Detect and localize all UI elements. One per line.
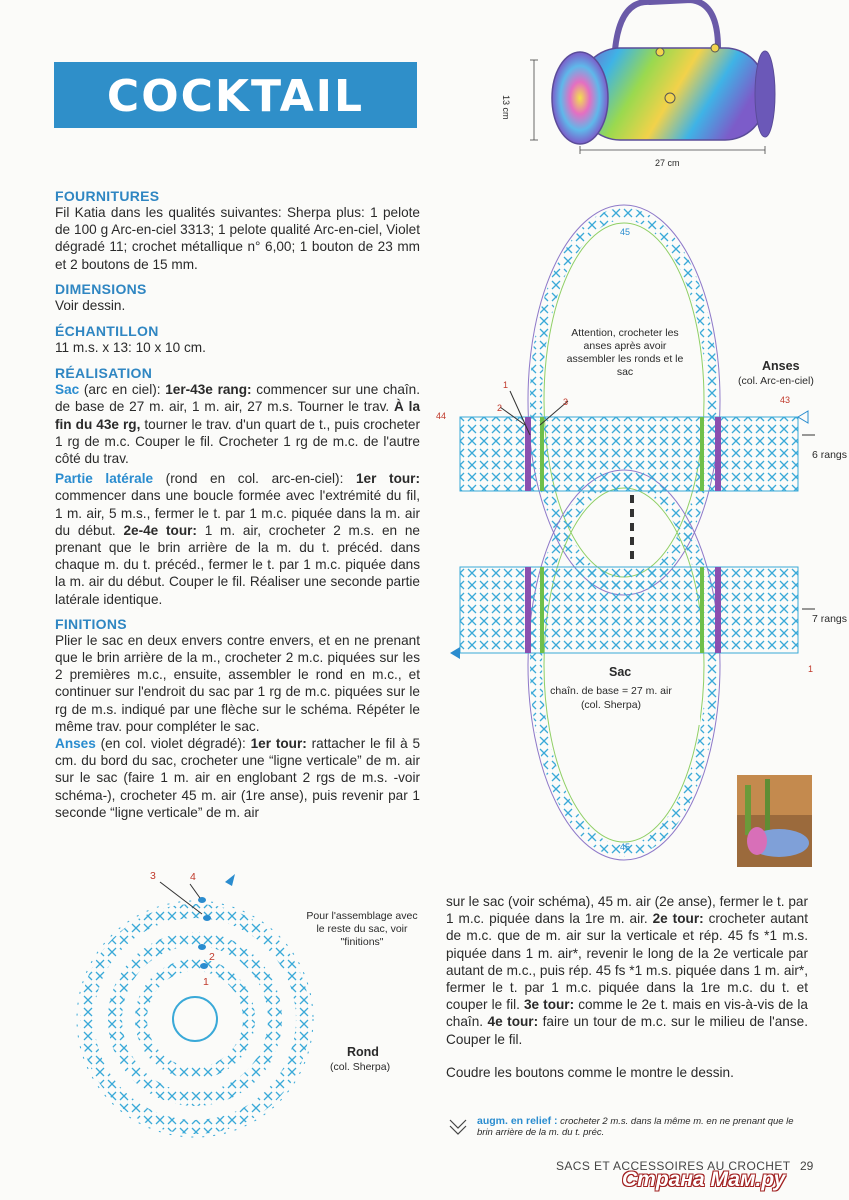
finitions-text: Plier le sac en deux envers contre envers, et en ne prenant que le brin arrière de la m., crocheter 2 m.c. piquées sur les 2 premières m.c., ensuite, assembler le rond en m.c., et continuer sur l'endroit du sac par 1 rg de m.c. piquées sur le rg de m.s. indiqué par une flèche sur le schéma. Répéter le même trav. pour compléter le sac. [55, 632, 420, 734]
bag-height: 13 cm [501, 95, 511, 120]
anses-continued [446, 893, 808, 1048]
num-45-bottom: 45 [620, 842, 631, 852]
col2-text-1: sur le sac (voir schéma), 45 m. air (2e anse), fermer le t. par 1 m.c. piquée dans la 1re m. air. [446, 894, 808, 927]
pl-text-3: 1 m. air, crocheter 2 m.s. en ne prenant que le brin arrière de la m. du t. précéd. dans chaque m. du t. précéd., fermer le t. par 1 m.c. piquée dans la m. air du début. Couper le fil. Réaliser une seconde partie latérale identique. [55, 522, 420, 607]
num-1: 1 [503, 380, 509, 390]
sac-diagram-label: Sac [609, 665, 632, 679]
round-stitch-diagram [70, 862, 320, 1152]
pl-label: Partie latérale [55, 471, 154, 487]
buttons-instruction: Coudre les boutons comme le montre le dessin. [446, 1064, 734, 1080]
col2-text-4: faire un tour de m.c. sur le milieu de l'anse. Couper le fil. [446, 1014, 808, 1047]
rond-note: Pour l'assemblage avec le reste du sac, voir "finitions" [306, 910, 418, 948]
rond-sub: (col. Sherpa) [330, 1061, 391, 1073]
rangs-6: 6 rangs [812, 449, 848, 461]
anses-bold-2: 1er tour: [250, 736, 307, 752]
sac-bold-3: À la fin du 43e rg, [55, 399, 421, 432]
bag-width: 27 cm [655, 158, 680, 168]
relief-increase-icon [448, 1116, 470, 1138]
sac-text-3: tourner le trav. d'un quart de t., puis crocheter 1 rg de m.c. Couper le fil. Crocheter 1 rg de m.c. de l'autre côté du trav. [55, 416, 420, 467]
pl-text-2: commencer dans une boucle formée avec l'extrémité du fil, 1 m. air, 5 m.s., fermer le t. par 1 m.c. piquée dans la m. air du début. [55, 488, 420, 538]
anses-diagram-sub: (col. Arc-en-ciel) [738, 375, 814, 387]
legend-label: augm. en relief : [477, 1115, 558, 1127]
rond-num-2: 2 [209, 951, 215, 963]
num-44: 44 [436, 411, 447, 421]
col2-bold-1: 2e tour: [652, 911, 704, 927]
anses-text-1: (en col. violet dégradé): [95, 736, 251, 752]
anses-diagram-label: Anses [762, 359, 800, 373]
anses-label: Anses [55, 736, 96, 752]
text-column-left [55, 188, 420, 821]
bag-illustration [520, 0, 800, 175]
rond-label: Rond [347, 1045, 379, 1059]
col2-bold-2: 3e tour: [523, 997, 575, 1013]
anses-text-2: rattacher le fil à 5 cm. du bord du sac, crocheter une “ligne verticale” de m. air sur le sac (faire 1 m. air en englobant 2 rgs de m.s. -voir schéma-), crocheter 45 m. air (1re anse), puis revenir par 1 seconde “ligne verticale” de m. air [55, 736, 421, 820]
num-45-top: 45 [620, 227, 631, 237]
page-title: COCKTAIL [106, 71, 365, 122]
watermark-suffix: .ру [755, 1168, 786, 1191]
anses-paragraph [55, 735, 420, 821]
dimensions-text: Voir dessin. [55, 297, 126, 313]
watermark-text: Страна Мам [622, 1168, 756, 1191]
heading-finitions: FINITIONS [55, 615, 127, 632]
sac-diagram-sub2: (col. Sherpa) [580, 699, 642, 711]
rond-num-4: 4 [190, 871, 196, 883]
sac-label: Sac [55, 382, 80, 398]
bag-photo [737, 775, 812, 867]
watermark [622, 1168, 785, 1192]
partie-laterale-paragraph [55, 470, 420, 608]
num-2: 2 [497, 403, 503, 413]
fournitures-text: Fil Katia dans les qualités suivantes: Sherpa plus: 1 pelote de 100 g Arc-en-ciel 3313; 1 pelote qualité Arc-en-ciel, Violet dégradé 11; crochet métallique n° 6,00; 1 bouton de 23 mm et 2 boutons de 15 mm. [55, 205, 420, 272]
title-banner [54, 62, 417, 128]
num-3: 3 [563, 397, 569, 407]
heading-fournitures: FOURNITURES [55, 188, 160, 204]
heading-realisation: RÉALISATION [55, 365, 153, 382]
rond-num-1: 1 [203, 976, 209, 988]
legend [477, 1116, 807, 1138]
bag-stitch-diagram [430, 195, 849, 875]
col2-text-3: comme le 2e t. mais en vis-à-vis de la chaîn. [446, 997, 808, 1030]
heading-echantillon: ÉCHANTILLON [55, 323, 159, 340]
echantillon-text: 11 m.s. x 13: 10 x 10 cm. [55, 340, 206, 356]
rangs-7: 7 rangs [812, 613, 848, 625]
sac-diagram-sub1: chaîn. de base = 27 m. air [550, 685, 672, 697]
attention-note: Attention, crocheter les anses après avoir assembler les ronds et le sac [566, 327, 684, 378]
sac-bold-2: 1er-43e rang: [165, 382, 252, 398]
text-column-right [446, 893, 808, 1081]
num-43: 43 [780, 395, 791, 405]
pl-bold-3: 2e-4e tour: [123, 522, 197, 538]
col2-text-2: crocheter autant de m.c. que de m. air sur la verticale et rép. 45 fs *1 m.s. piquée dans 1 m. air*, revenir le long de la 2e verticale par autant de m.c., puis rép. 45 fs *1 m.s. piquée dans 1 m. air*, fermer le t. par 1 m.c. piquée dans la 1re m.c. du t. et couper le fil. [446, 911, 809, 1013]
num-1-bottom: 1 [808, 664, 814, 674]
page-number: 29 [800, 1159, 814, 1173]
rond-num-3: 3 [150, 870, 156, 882]
legend-text: crocheter 2 m.s. dans la même m. en ne prenant que le brin arrière de la m. du t. préc. [477, 1116, 794, 1138]
col2-bold-3: 4e tour: [487, 1014, 539, 1030]
sac-paragraph [55, 381, 420, 467]
sac-text-2: commencer sur une chaîn. de base de 27 m. air, 1 m. air, 27 m.s. Tourner le trav. [55, 382, 420, 415]
footer-text: SACS ET ACCESSOIRES AU CROCHET [556, 1159, 791, 1173]
pl-bold-2: 1er tour: [356, 471, 420, 487]
pl-text-1: (rond en col. arc-en-ciel): [153, 471, 356, 487]
heading-dimensions: DIMENSIONS [55, 280, 147, 297]
sac-text-1: (arc en ciel): [79, 382, 166, 398]
